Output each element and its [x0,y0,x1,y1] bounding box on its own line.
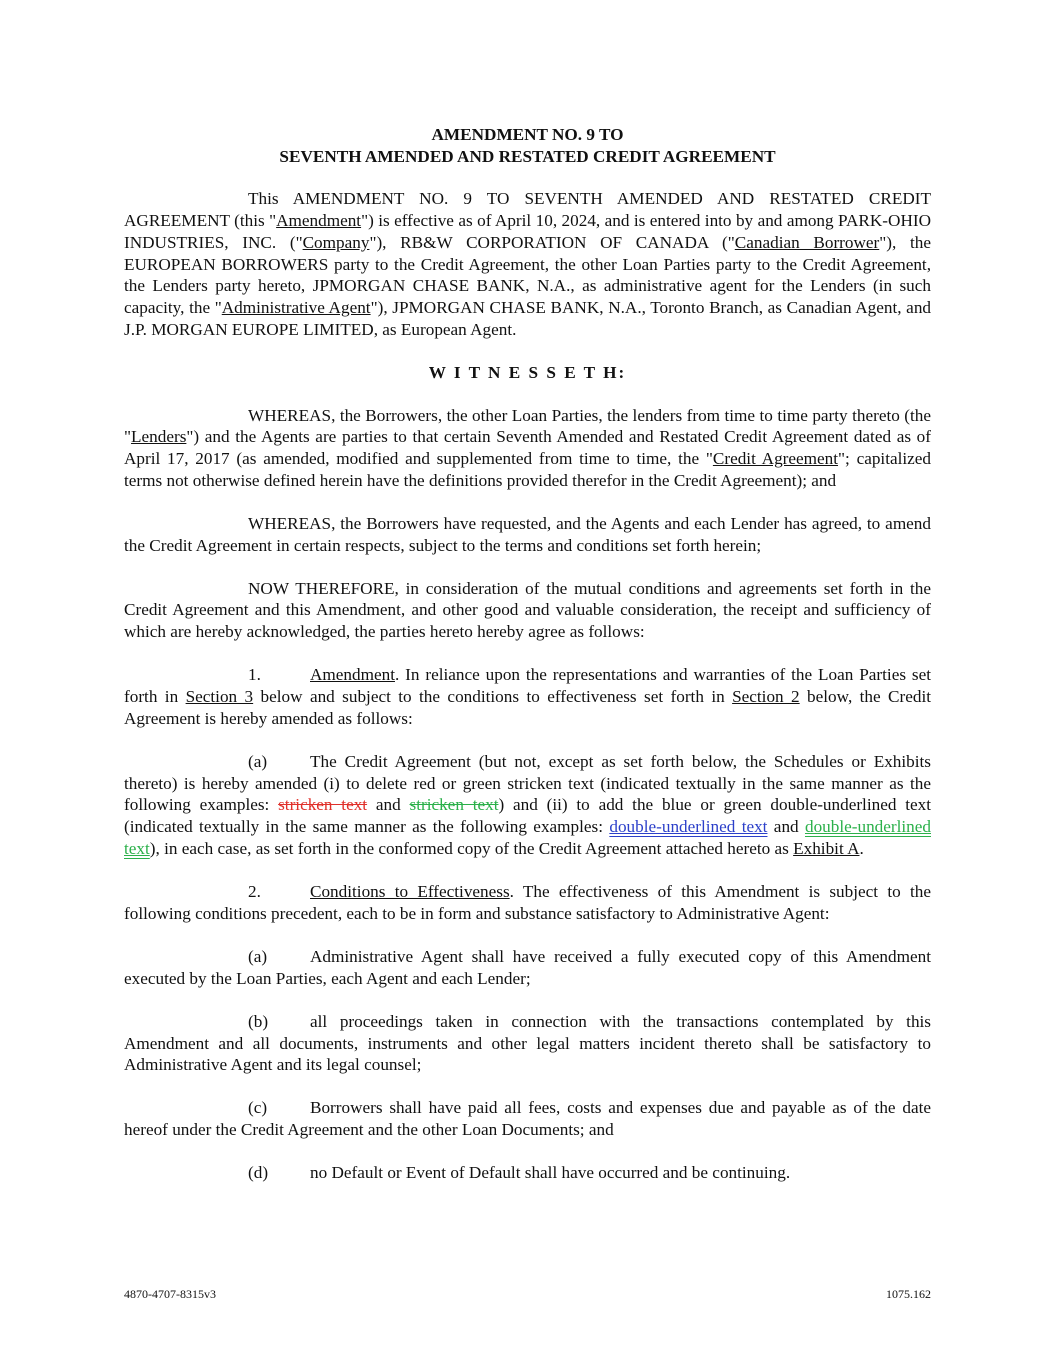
section-1-paragraph: 1. Amendment. In reliance upon the representations and warranties of the Loan Parties set forth in Section 3 below and subject to the conditions to effectiveness set forth in Section 2 below, the Credit Agreement is hereby amended as follows: [124,665,932,728]
document-id: 4870-4707-8315v3 [124,1287,216,1301]
now-therefore-paragraph: NOW THEREFORE, in consideration of the mutual conditions and agreements set forth in the Credit Agreement and this Amendment, and other good and valuable consideration, the receipt and sufficiency of which are hereby acknowledged, the parties hereto hereby agree as follows: [124,578,931,642]
blue-double-underlined-example: double-underlined text [609,817,768,837]
red-stricken-example: stricken text [278,795,368,815]
cross-reference: Section 2 [732,687,800,707]
section-number: 2. [248,881,261,901]
condition-item-c: (c) Borrowers shall have paid all fees, costs and expenses due and payable as of the date hereof under the Credit Agreement and the other Loan Documents; and [124,1098,931,1140]
exhibit-reference: Exhibit A [793,838,860,858]
condition-item-d: (d) no Default or Event of Default shall have occurred and be continuing. [248,1163,791,1183]
section-number: 1. [248,665,261,685]
intro-paragraph: This AMENDMENT NO. 9 TO SEVENTH AMENDED AND RESTATED CREDIT AGREEMENT (this "Amendment") is effective as of April 10, 2024, and is entered into by and among PARK-OHIO INDUSTRIES, INC. ("Company"), RB&W CORPORATION OF CANADA ("Canadian Borrower"), the EUROPEAN BORROWERS party to the Credit Agreement, the other Loan Parties party to the Credit Agreement, the Lenders party hereto, JPMORGAN CHASE BANK, N.A., as administrative agent for the Lenders (in such capacity, the "Administrative Agent"), JPMORGAN CHASE BANK, N.A., Toronto Branch, as Canadian Agent, and J.P. MORGAN EUROPE LIMITED, as European Agent. [124,189,932,339]
page-footer [124,1287,931,1302]
document-page [124,124,931,1206]
section-1a-paragraph: (a) The Credit Agreement (but not, except as set forth below, the Schedules or Exhibits thereto) is hereby amended (i) to delete red or green stricken text (indicated textually in the same manner as the following examples: stricken text and stricken text) and (ii) to add the blue or green double-underlined text (indicated textually in the same manner as the following examples: double-underlined text and double-underlined text), in each case, as set forth in the conformed copy of the Credit Agreement attached hereto as Exhibit A. [124,751,931,858]
section-2-paragraph: 2. Conditions to Effectiveness. The effectiveness of this Amendment is subject to the following conditions precedent, each to be in form and substance satisfactory to Administrative Agent: [124,881,931,923]
title-line-2: SEVENTH AMENDED AND RESTATED CREDIT AGREEMENT [279,146,776,166]
witnesseth-heading: W I T N E S S E T H: [428,362,627,382]
clause-number: (b) [248,1011,269,1031]
defined-term-lenders: Lenders [131,427,187,447]
defined-term-company: Company [302,232,370,252]
defined-term-credit-agreement: Credit Agreement [712,448,839,468]
clause-number: (d) [248,1163,269,1183]
cross-reference: Section 3 [185,687,254,707]
section-heading: Conditions to Effectiveness [310,881,510,901]
defined-term-canadian-borrower: Canadian Borrower [734,232,880,252]
green-stricken-example: stricken text [409,795,499,815]
whereas-paragraph-1: WHEREAS, the Borrowers, the other Loan Parties, the lenders from time to time party thereto (the "Lenders") and the Agents are parties to that certain Seventh Amended and Restated Credit Agreement dated as of April 17, 2017 (as amended, modified and supplemented from time to time, the "Credit Agreement"; capitalized terms not otherwise defined herein have the definitions provided therefor in the Credit Agreement); and [124,405,931,490]
defined-term-administrative-agent: Administrative Agent [221,297,371,317]
condition-item-a: (a) Administrative Agent shall have received a fully executed copy of this Amendment executed by the Loan Parties, each Agent and each Lender; [124,946,931,988]
green-double-underlined-example: double-underlined text [124,817,931,858]
section-heading: Amendment [310,665,395,685]
clause-number: (a) [248,946,268,966]
clause-number: (a) [248,751,268,771]
title-line-1: AMENDMENT NO. 9 TO [431,125,624,144]
matter-reference: 1075.162 [886,1287,931,1301]
clause-number: (c) [248,1098,268,1118]
defined-term-amendment: Amendment [276,211,362,231]
condition-item-b: (b) all proceedings taken in connection with the transactions contemplated by this Amendment and all documents, instruments and other legal matters incident thereto shall be satisfactory to Administrative Agent and its legal counsel; [124,1011,931,1075]
whereas-paragraph-2: WHEREAS, the Borrowers have requested, and the Agents and each Lender has agreed, to amend the Credit Agreement in certain respects, subject to the terms and conditions set forth herein; [124,513,931,555]
